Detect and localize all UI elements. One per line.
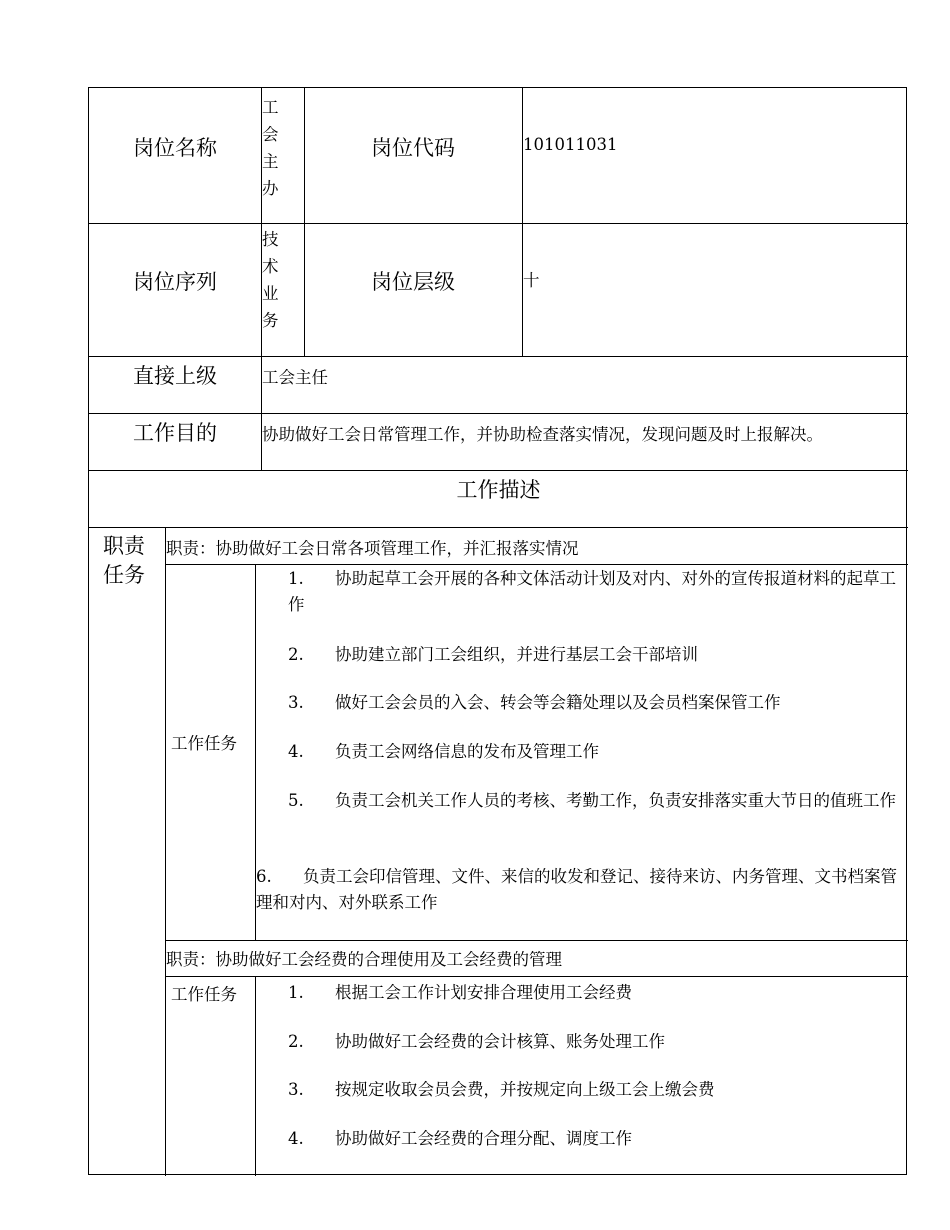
supervisor-label: 直接上级 [133,364,217,388]
work-description-title: 工作描述 [456,478,541,502]
duty-1-task: 3. 做好工会会员的入会、转会等会籍处理以及会员档案保管工作 [288,693,781,712]
post-code-label: 岗位代码 [371,136,455,160]
post-level-value: 十 [523,271,540,290]
job-description-table [88,87,907,1175]
duty-1-task: 1. 协助起草工会开展的各种文体活动计划及对内、对外的宣传报道材料的起草工作 [288,569,896,614]
post-name-value: 工会主办 [262,98,279,198]
duty-1-tasks-label: 工作任务 [171,734,237,753]
duties-label: 职责任务 [103,534,145,587]
duty-1-task: 4. 负责工会网络信息的发布及管理工作 [288,742,599,761]
duty-2-task: 2. 协助做好工会经费的会计核算、账务处理工作 [288,1032,665,1051]
duty-1-task: 2. 协助建立部门工会组织，并进行基层工会干部培训 [288,645,698,664]
duty-1-task: 6. 负责工会印信管理、文件、来信的收发和登记、接待来访、内务管理、文书档案管理和对内、对外联系工作 [256,867,897,912]
supervisor-value: 工会主任 [262,368,328,387]
duty-1-task: 5. 负责工会机关工作人员的考核、考勤工作，负责安排落实重大节日的值班工作 [288,791,896,810]
post-code-value: 101011031 [523,135,618,154]
duty-2-task: 4. 协助做好工会经费的合理分配、调度工作 [288,1129,632,1148]
duty-2-tasks-label: 工作任务 [171,985,237,1004]
post-name-label: 岗位名称 [133,136,217,160]
post-level-label: 岗位层级 [371,269,455,294]
duty-2-task: 1. 根据工会工作计划安排合理使用工会经费 [288,983,632,1002]
duty-2-task: 3. 按规定收取会员会费，并按规定向上级工会上缴会费 [288,1080,715,1099]
purpose-value: 协助做好工会日常管理工作，并协助检查落实情况，发现问题及时上报解决。 [262,425,823,444]
post-series-value: 技术业务 [262,230,279,330]
duty-2-title: 职责：协助做好工会经费的合理使用及工会经费的管理 [166,950,562,969]
post-series-label: 岗位序列 [133,269,217,294]
purpose-label: 工作目的 [133,421,217,445]
duty-1-title: 职责：协助做好工会日常各项管理工作，并汇报落实情况 [166,539,579,558]
